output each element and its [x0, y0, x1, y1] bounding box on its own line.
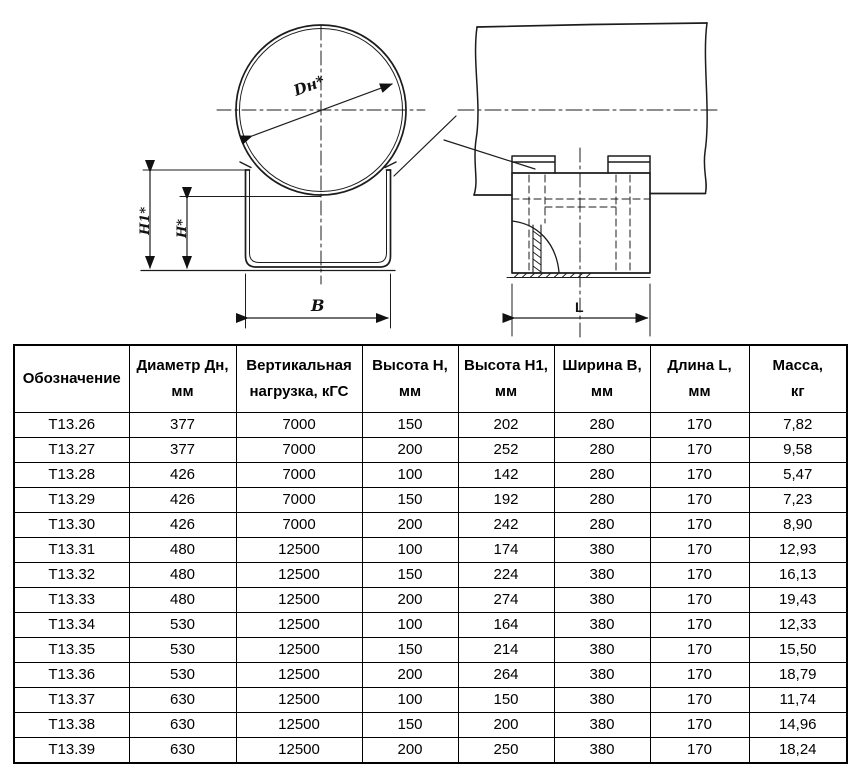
table-cell: 170 [650, 663, 749, 688]
table-cell: 12500 [236, 538, 362, 563]
table-cell: Т13.28 [14, 463, 129, 488]
table-cell: 170 [650, 463, 749, 488]
table-cell: 12500 [236, 663, 362, 688]
support-left-tab [512, 156, 555, 173]
table-cell: 7,82 [749, 413, 847, 438]
pipe-side-view [458, 23, 719, 340]
col-header-unit: мм [494, 383, 518, 400]
clamp-lug-left [240, 162, 251, 168]
spec-table-body [14, 413, 847, 764]
col-header-label: Диаметр Дн, [136, 357, 229, 374]
table-cell: 16,13 [749, 563, 847, 588]
saddle-outer [246, 170, 391, 267]
support-hidden-horizontals [512, 199, 650, 207]
table-cell: 170 [650, 688, 749, 713]
col-header-label: Масса, [772, 357, 823, 374]
table-cell: 200 [362, 513, 458, 538]
table-row [14, 413, 847, 438]
b-label: B [311, 296, 325, 315]
table-row [14, 538, 847, 563]
col-header-unit: мм [171, 383, 194, 400]
table-cell: 100 [362, 613, 458, 638]
table-cell: 200 [362, 663, 458, 688]
table-cell: 170 [650, 413, 749, 438]
table-cell: 150 [362, 413, 458, 438]
table-cell: Т13.30 [14, 513, 129, 538]
table-cell: 5,47 [749, 463, 847, 488]
table-cell: 12500 [236, 688, 362, 713]
table-cell: Т13.29 [14, 488, 129, 513]
table-cell: 142 [458, 463, 554, 488]
table-cell: 15,50 [749, 638, 847, 663]
table-row [14, 613, 847, 638]
col-header-unit: мм [590, 383, 614, 400]
table-row [14, 513, 847, 538]
table-cell: 7,23 [749, 488, 847, 513]
table-cell: 280 [554, 413, 650, 438]
col-header-mass [749, 345, 847, 413]
table-cell: 264 [458, 663, 554, 688]
col-header-label: Вертикальная [246, 357, 352, 374]
leader-line-1 [394, 116, 456, 176]
table-cell: 192 [458, 488, 554, 513]
table-cell: 426 [129, 463, 236, 488]
table-cell: 380 [554, 588, 650, 613]
table-cell: 9,58 [749, 438, 847, 463]
col-header-length-l [650, 345, 749, 413]
pipe-cross-section-view [138, 25, 425, 328]
header-row [14, 345, 847, 413]
table-cell: 150 [362, 638, 458, 663]
table-cell: 200 [362, 588, 458, 613]
col-header-load [236, 345, 362, 413]
table-cell: 380 [554, 638, 650, 663]
col-header-label: Обозначение [22, 370, 121, 387]
table-cell: 174 [458, 538, 554, 563]
table-cell: 100 [362, 538, 458, 563]
table-cell: 7000 [236, 438, 362, 463]
table-cell: 380 [554, 538, 650, 563]
table-cell: 12500 [236, 638, 362, 663]
col-header-label: Длина L, [667, 357, 732, 374]
col-header-unit: кг [790, 383, 805, 400]
pipe-left-break-edge [474, 27, 478, 195]
table-cell: Т13.36 [14, 663, 129, 688]
table-cell: Т13.35 [14, 638, 129, 663]
table-cell: 630 [129, 688, 236, 713]
table-cell: 12500 [236, 713, 362, 738]
table-cell: Т13.37 [14, 688, 129, 713]
table-cell: 18,79 [749, 663, 847, 688]
table-cell: 480 [129, 588, 236, 613]
col-header-width-b [554, 345, 650, 413]
table-cell: 224 [458, 563, 554, 588]
table-row [14, 738, 847, 764]
table-cell: 12500 [236, 588, 362, 613]
table-cell: 280 [554, 463, 650, 488]
table-cell: 377 [129, 438, 236, 463]
h-label: Н* [175, 218, 190, 238]
table-cell: 530 [129, 613, 236, 638]
table-cell: 18,24 [749, 738, 847, 764]
table-cell: 170 [650, 588, 749, 613]
table-cell: 150 [362, 488, 458, 513]
table-cell: 480 [129, 538, 236, 563]
table-cell: 170 [650, 738, 749, 764]
table-row [14, 588, 847, 613]
table-row [14, 663, 847, 688]
table-cell: Т13.27 [14, 438, 129, 463]
col-header-diameter [129, 345, 236, 413]
table-cell: 426 [129, 488, 236, 513]
table-cell: 12500 [236, 613, 362, 638]
table-cell: 14,96 [749, 713, 847, 738]
table-cell: 630 [129, 738, 236, 764]
table-cell: 170 [650, 713, 749, 738]
col-header-unit: мм [398, 383, 422, 400]
col-header-unit: мм [688, 383, 711, 400]
table-cell: 170 [650, 513, 749, 538]
table-cell: 170 [650, 613, 749, 638]
table-row [14, 438, 847, 463]
table-cell: 150 [458, 688, 554, 713]
table-cell: 252 [458, 438, 554, 463]
pipe-bottom-edge [474, 194, 706, 196]
technical-drawing [0, 0, 862, 342]
table-cell: 170 [650, 538, 749, 563]
table-cell: 100 [362, 463, 458, 488]
col-header-height-h [362, 345, 458, 413]
table-cell: 480 [129, 563, 236, 588]
table-cell: 280 [554, 488, 650, 513]
spec-table-header [14, 345, 847, 413]
table-cell: 11,74 [749, 688, 847, 713]
table-cell: 377 [129, 413, 236, 438]
table-cell: 380 [554, 738, 650, 764]
col-header-height-h1 [458, 345, 554, 413]
table-cell: 8,90 [749, 513, 847, 538]
leader-line-2 [444, 140, 535, 169]
table-cell: 242 [458, 513, 554, 538]
table-cell: Т13.39 [14, 738, 129, 764]
pipe-top-edge [477, 23, 707, 27]
table-cell: 7000 [236, 513, 362, 538]
col-header-designation [14, 345, 129, 413]
l-label: L [575, 299, 584, 315]
table-row [14, 688, 847, 713]
table-cell: 280 [554, 438, 650, 463]
table-cell: 274 [458, 588, 554, 613]
table-cell: 380 [554, 713, 650, 738]
table-cell: 214 [458, 638, 554, 663]
table-cell: 380 [554, 688, 650, 713]
col-header-label: Высота Н1, [464, 357, 548, 374]
table-cell: 12500 [236, 563, 362, 588]
table-cell: 380 [554, 613, 650, 638]
table-cell: Т13.38 [14, 713, 129, 738]
saddle-inner [250, 170, 387, 263]
table-row [14, 713, 847, 738]
support-right-tab [608, 156, 650, 173]
table-cell: 280 [554, 513, 650, 538]
table-cell: 200 [458, 713, 554, 738]
table-cell: 150 [362, 713, 458, 738]
table-row [14, 638, 847, 663]
diameter-label: Dн* [291, 71, 328, 100]
table-cell: 12,93 [749, 538, 847, 563]
table-cell: 530 [129, 638, 236, 663]
table-cell: Т13.26 [14, 413, 129, 438]
table-cell: Т13.32 [14, 563, 129, 588]
table-cell: 380 [554, 663, 650, 688]
table-cell: 12,33 [749, 613, 847, 638]
table-cell: 19,43 [749, 588, 847, 613]
table-cell: 170 [650, 638, 749, 663]
table-cell: 200 [362, 438, 458, 463]
table-cell: Т13.33 [14, 588, 129, 613]
table-cell: 380 [554, 563, 650, 588]
table-cell: 150 [362, 563, 458, 588]
table-cell: 202 [458, 413, 554, 438]
spec-table [13, 344, 848, 764]
table-row [14, 463, 847, 488]
table-cell: 530 [129, 663, 236, 688]
table-cell: 630 [129, 713, 236, 738]
rib-hatch [533, 231, 541, 272]
table-row [14, 563, 847, 588]
table-cell: 426 [129, 513, 236, 538]
table-cell: 7000 [236, 463, 362, 488]
table-cell: 170 [650, 438, 749, 463]
table-cell: 7000 [236, 413, 362, 438]
table-cell: 250 [458, 738, 554, 764]
table-cell: 7000 [236, 488, 362, 513]
h1-label: Н1* [138, 206, 153, 235]
table-cell: 164 [458, 613, 554, 638]
col-header-label: Ширина В, [562, 357, 642, 374]
pipe-right-break-edge [704, 23, 707, 193]
table-cell: 200 [362, 738, 458, 764]
table-row [14, 488, 847, 513]
col-header-label: Высота Н, [372, 357, 448, 374]
table-cell: 170 [650, 563, 749, 588]
table-cell: 170 [650, 488, 749, 513]
table-cell: 12500 [236, 738, 362, 764]
table-cell: 100 [362, 688, 458, 713]
table-cell: Т13.34 [14, 613, 129, 638]
col-header-unit: нагрузка, кГС [249, 383, 349, 400]
table-cell: Т13.31 [14, 538, 129, 563]
